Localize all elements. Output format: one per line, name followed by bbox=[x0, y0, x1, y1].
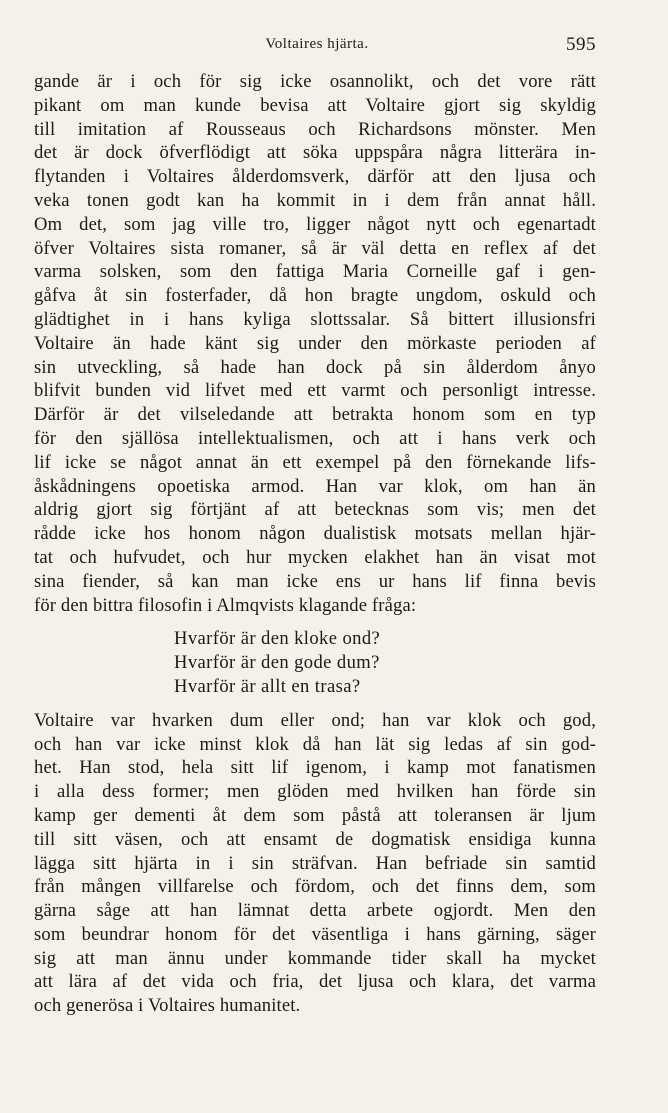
body-text bbox=[34, 70, 596, 1018]
text-line: varma solsken, som den fattiga Maria Corneille gaf i gen- bbox=[34, 261, 596, 283]
text-line: för den själlösa intellektualismen, och att i hans verk och bbox=[34, 427, 596, 449]
text-line: i alla dess former; men glöden med hvilken han förde sin bbox=[34, 781, 596, 803]
page-number: 595 bbox=[566, 34, 596, 55]
text-line: gåfva åt sin fosterfader, då hon bragte ungdom, oskuld och bbox=[34, 285, 596, 307]
text-line: aldrig gjort sig förtjänt af att betecknas som vis; men det bbox=[34, 499, 596, 521]
text-line: blifvit bunden vid lifvet med ett varmt och personligt intresse. bbox=[34, 380, 596, 402]
text-line: flytanden i Voltaires ålderdomsverk, därför att den ljusa och bbox=[34, 166, 596, 188]
spacer bbox=[34, 699, 596, 709]
text-line: veka tonen godt kan ha kommit in i dem från annat håll. bbox=[34, 189, 596, 211]
spacer bbox=[34, 617, 596, 627]
verse-line: Hvarför är den gode dum? bbox=[174, 652, 380, 674]
text-line: åskådningens opoetiska armod. Han var klok, om han än bbox=[34, 475, 596, 497]
text-line: det är dock öfverflödigt att söka uppspåra några litterära in- bbox=[34, 142, 596, 164]
text-line: het. Han stod, hela sitt lif igenom, i kamp mot fanatismen bbox=[34, 757, 596, 779]
verse-line: Hvarför är den kloke ond? bbox=[174, 628, 381, 650]
paragraph-2 bbox=[34, 709, 596, 1018]
running-header bbox=[0, 34, 668, 58]
text-line: lägga sitt hjärta in i sin sträfvan. Han befriade sin samtid bbox=[34, 852, 596, 874]
text-line: pikant om man kunde bevisa att Voltaire gjort sig skyldig bbox=[34, 94, 596, 116]
text-line: sig att man ännu under kommande tider skall ha mycket bbox=[34, 947, 596, 969]
text-line: till sitt väsen, och att ensamt de dogmatisk ensidiga kunna bbox=[34, 828, 596, 850]
text-line: tat och hufvudet, och hur mycken elakhet han än visat mot bbox=[34, 546, 596, 568]
text-line: som beundrar honom för det väsentliga i hans gärning, säger bbox=[34, 923, 596, 945]
text-line: öfver Voltaires sista romaner, så är väl detta en reflex af det bbox=[34, 237, 596, 259]
running-title: Voltaires hjärta. bbox=[265, 36, 369, 52]
text-line: gärna såge att han lämnat detta arbete ogjordt. Men den bbox=[34, 900, 596, 922]
paragraph-1 bbox=[34, 70, 596, 617]
text-line: till imitation af Rousseaus och Richardsons mönster. Men bbox=[34, 118, 596, 140]
verse-quote bbox=[34, 627, 596, 698]
text-line: sina fiender, så kan man icke ens ur hans lif finna bevis bbox=[34, 570, 596, 592]
verse-line: Hvarför är allt en trasa? bbox=[174, 675, 361, 697]
text-line: Om det, som jag ville tro, ligger något nytt och egenartadt bbox=[34, 213, 596, 235]
text-line: och han var icke minst klok då han lät sig ledas af sin god- bbox=[34, 733, 596, 755]
text-line: lif icke se något annat än ett exempel på den förnekande lifs- bbox=[34, 451, 596, 473]
text-line: rådde icke hos honom någon dualistisk motsats mellan hjär- bbox=[34, 523, 596, 545]
text-line: Voltaire än hade känt sig under den mörkaste perioden af bbox=[34, 332, 596, 354]
text-line: kamp ger dementi åt dem som påstå att toleransen är ljum bbox=[34, 804, 596, 826]
text-line: att lära af det vida och fria, det ljusa och klara, det varma bbox=[34, 971, 596, 993]
text-line: Därför är det vilseledande att betrakta honom som en typ bbox=[34, 404, 596, 426]
text-line: från mången villfarelse och fördom, och det finns dem, som bbox=[34, 876, 596, 898]
text-line: sin utveckling, så hade han dock på sin ålderdom ånyo bbox=[34, 356, 596, 378]
text-line: glädtighet in i hans kyliga slottssalar. Så bittert illusionsfri bbox=[34, 308, 596, 330]
text-line: för den bittra filosofin i Almqvists klagande fråga: bbox=[34, 594, 417, 616]
text-line: och generösa i Voltaires humanitet. bbox=[34, 995, 301, 1017]
text-line: gande är i och för sig icke osannolikt, och det vore rätt bbox=[34, 71, 596, 92]
text-line: Voltaire var hvarken dum eller ond; han var klok och god, bbox=[34, 709, 596, 731]
